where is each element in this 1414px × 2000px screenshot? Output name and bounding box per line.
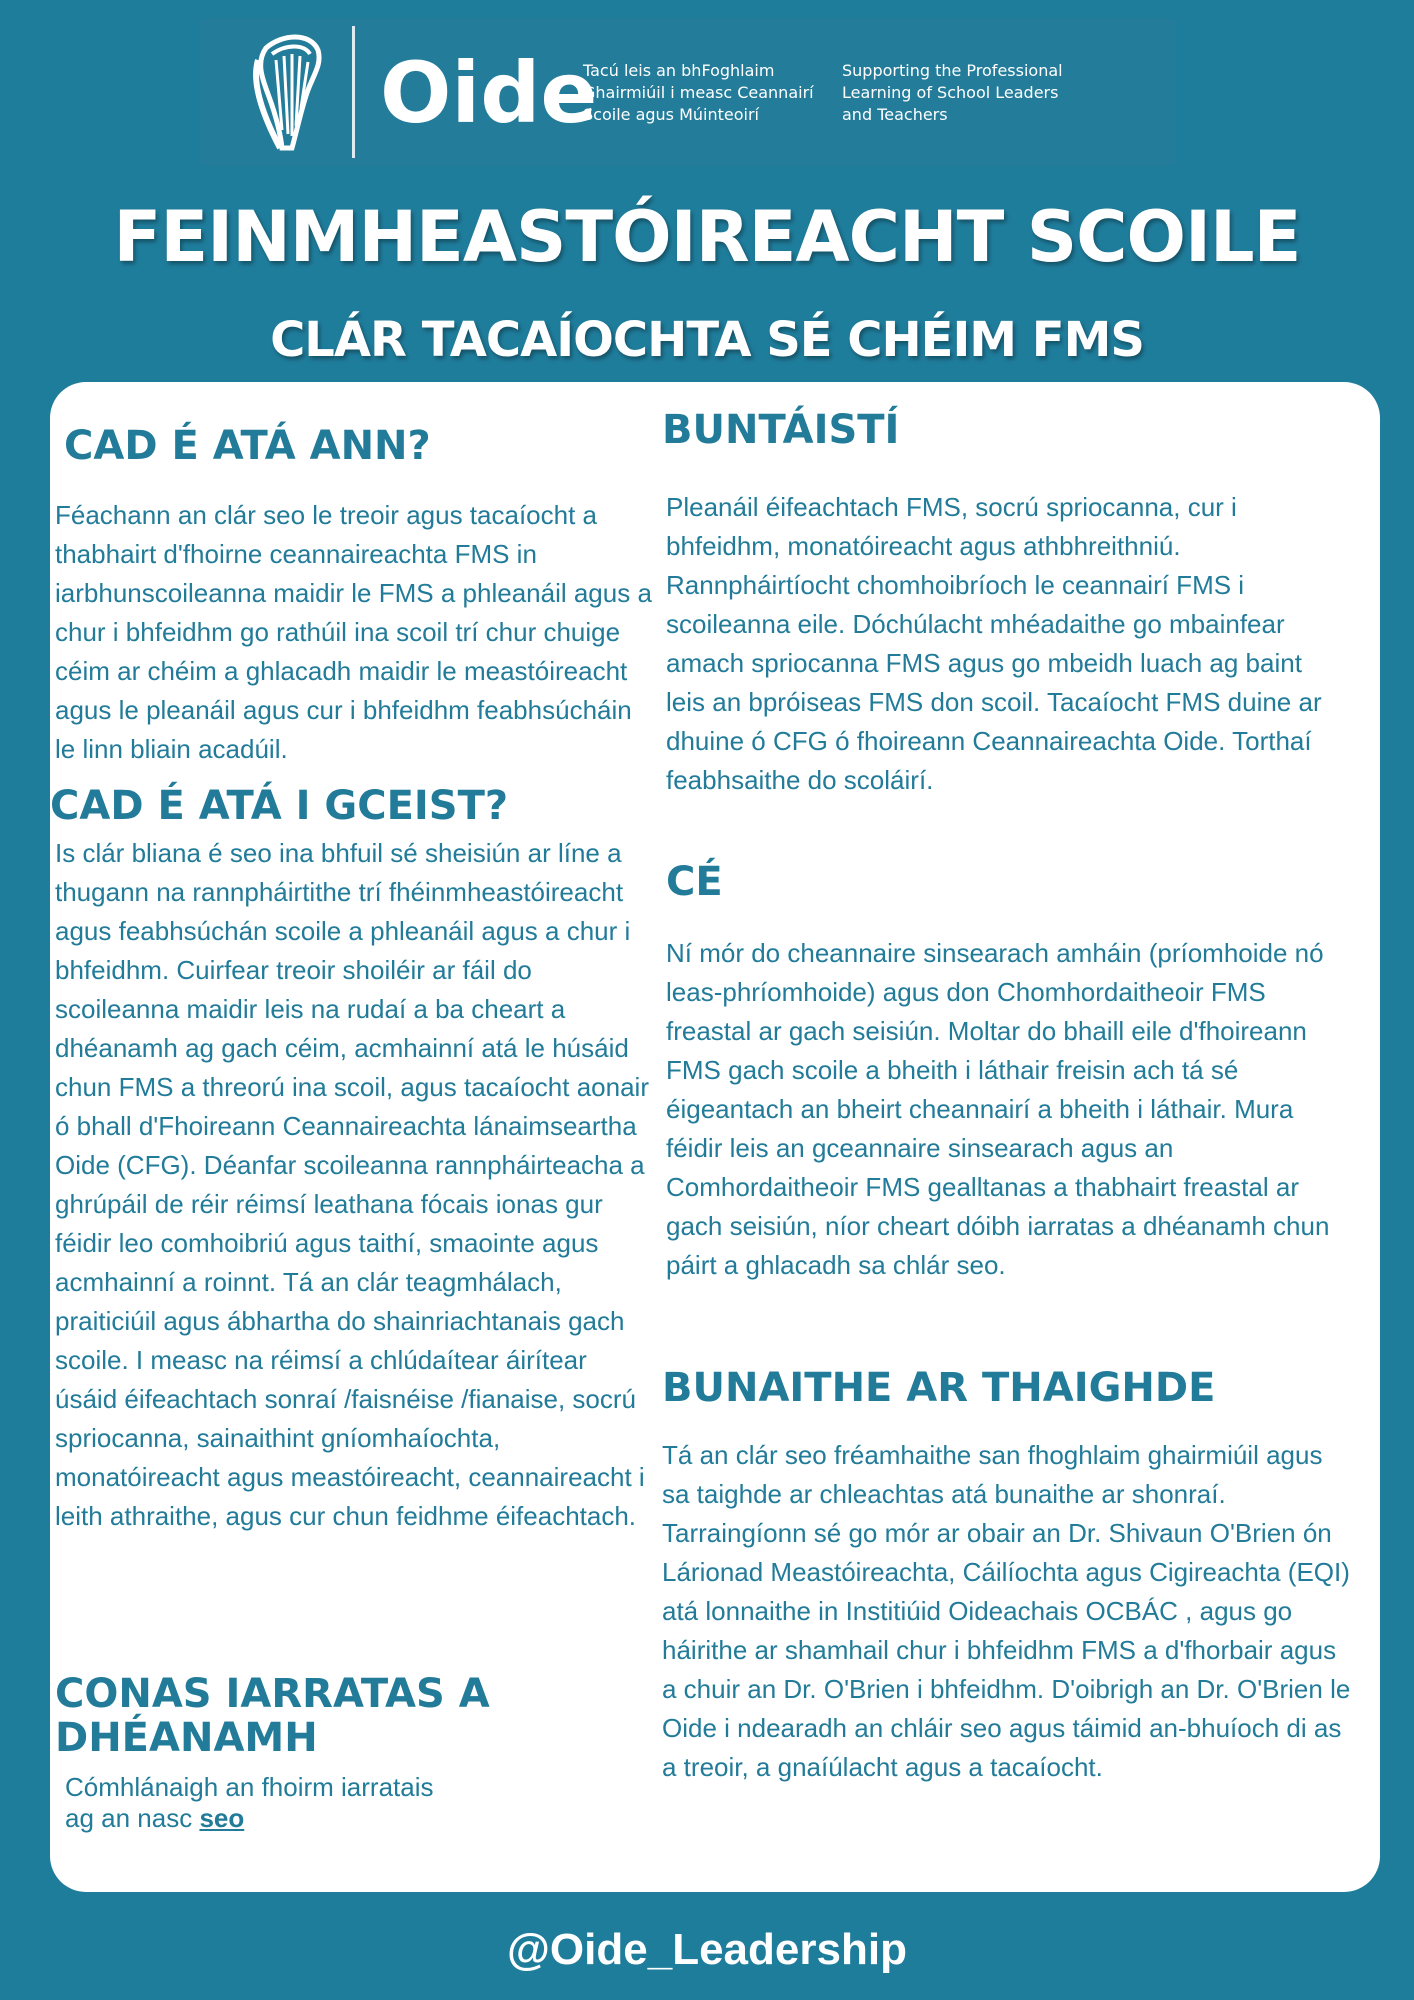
heading-how-to-apply-line2: DHÉANAMH bbox=[55, 1715, 318, 1761]
apply-text-line2: ag an nasc bbox=[65, 1803, 200, 1833]
text-benefits: Pleanáil éifeachtach FMS, socrú spriocanna, cur i bhfeidhm, monatóireacht agus athbhreithniú. Rannpháirtíocht chomhoibríoch le ceannairí FMS i scoileanna eile. Dóchúlacht mhéadaithe go mbainfear amach spriocanna FMS agus go mbeidh luach ag baint leis an bpróiseas FMS don scoil. Tacaíocht FMS duine ar dhuine ó CFG ó fhoireann Ceannaireachta Oide. Torthaí feabhsaithe do scoláirí. bbox=[666, 492, 1322, 795]
heading-benefits: BUNTÁISTÍ bbox=[662, 407, 900, 453]
heading-research: BUNAITHE AR THAIGHDE bbox=[662, 1365, 1216, 1411]
heading-who: CÉ bbox=[666, 859, 723, 905]
text-what-is-it: Féachann an clár seo le treoir agus tacaíocht a thabhairt d'fhoirne ceannaireachta FMS in iarbhunscoileanna maidir le FMS a phleanáil agus a chur i bhfeidhm go rathúil ina scoil trí chur chuige céim ar chéim a ghlacadh maidir le meastóireacht agus le pleanáil agus cur i bhfeidhm feabhsúcháin le linn bliain acadúil. bbox=[55, 500, 652, 764]
text-who: Ní mór do cheannaire sinsearach amháin (príomhoide nó leas-phríomhoide) agus don Chomhordaitheoir FMS freastal ar gach seisiún. Moltar do bhaill eile d'fhoireann FMS gach scoile a bheith i láthair freisin ach tá sé éigeantach an bheirt cheannairí a bheith i láthair. Mura féidir leis an gceannaire sinsearach agus an Comhordaitheoir FMS gealltanas a thabhairt freastal ar gach seisiún, níor cheart dóibh iarratas a dhéanamh chun páirt a ghlacadh sa chlár seo. bbox=[666, 938, 1330, 1280]
apply-text-line1: Cómhlánaigh an fhoirm iarratais bbox=[65, 1772, 434, 1802]
heading-how-to-apply-line1: CONAS IARRATAS A bbox=[55, 1671, 490, 1717]
page-subtitle: CLÁR TACAÍOCHTA SÉ CHÉIM FMS bbox=[270, 312, 1144, 368]
heading-what-involved: CAD É ATÁ I GCEIST? bbox=[50, 783, 509, 829]
social-handle[interactable]: @Oide_Leadership bbox=[507, 1925, 907, 1974]
tagline-irish: Tacú leis an bhFoghlaim Ghairmiúil i measc Ceannairí Scoile agus Múinteoirí bbox=[583, 61, 814, 124]
text-how-to-apply bbox=[65, 1772, 625, 1834]
page-title: FEINMHEASTÓIREACHT SCOILE bbox=[113, 196, 1301, 278]
text-research: Tá an clár seo fréamhaithe san fhoghlaim ghairmiúil agus sa taighde ar chleachtas atá bunaithe ar shonraí. Tarraingíonn sé go mór ar obair an Dr. Shivaun O'Brien ón Lárionad Meastóireachta, Cáilíochta agus Cigireachta (EQI) atá lonnaithe in Institiúid Oideachais OCBÁC , agus go háirithe ar shamhail chur i bhfeidhm FMS a d'fhorbair agus a chuir an Dr. O'Brien i bhfeidhm. D'oibrigh an Dr. O'Brien le Oide i ndearadh an chláir seo agus táimid an-bhuíoch di as a treoir, a gnaíúlacht agus a tacaíocht. bbox=[662, 1440, 1351, 1782]
harp-icon bbox=[252, 30, 328, 154]
text-what-involved: Is clár bliana é seo ina bhfuil sé sheisiún ar líne a thugann na rannpháirtithe trí fhéinmheastóireacht agus feabhsúchán scoile a phleanáil agus a chur i bhfeidhm. Cuirfear treoir shoiléir ar fáil do scoileanna maidir leis na rudaí a ba cheart a dhéanamh ag gach céim, acmhainní atá le húsáid chun FMS a threorú ina scoil, agus tacaíocht aonair ó bhall d'Fhoireann Ceannaireachta lánaimseartha Oide (CFG). Déanfar scoileanna rannpháirteacha a ghrúpáil de réir réimsí leathana fócais ionas gur féidir leo comhoibriú agus taithí, smaointe agus acmhainní a roinnt. Tá an clár teagmhálach, praiticiúil agus ábhartha do shainriachtanais gach scoile. I measc na réimsí a chlúdaítear áirítear úsáid éifeachtach sonraí /faisnéise /fianaise, socrú spriocanna, sainaithint gníomhaíochta, monatóireacht agus meastóireacht, ceannaireacht i leith athraithe, agus cur chun feidhme éifeachtach. bbox=[55, 838, 649, 1531]
logo-divider bbox=[352, 26, 355, 158]
tagline-english: Supporting the Professional Learning of School Leaders and Teachers bbox=[842, 61, 1063, 124]
oide-wordmark: Oide bbox=[380, 44, 598, 142]
apply-link[interactable]: seo bbox=[199, 1803, 245, 1833]
heading-what-is-it: CAD É ATÁ ANN? bbox=[64, 423, 431, 469]
heading-how-to-apply bbox=[55, 1672, 490, 1760]
